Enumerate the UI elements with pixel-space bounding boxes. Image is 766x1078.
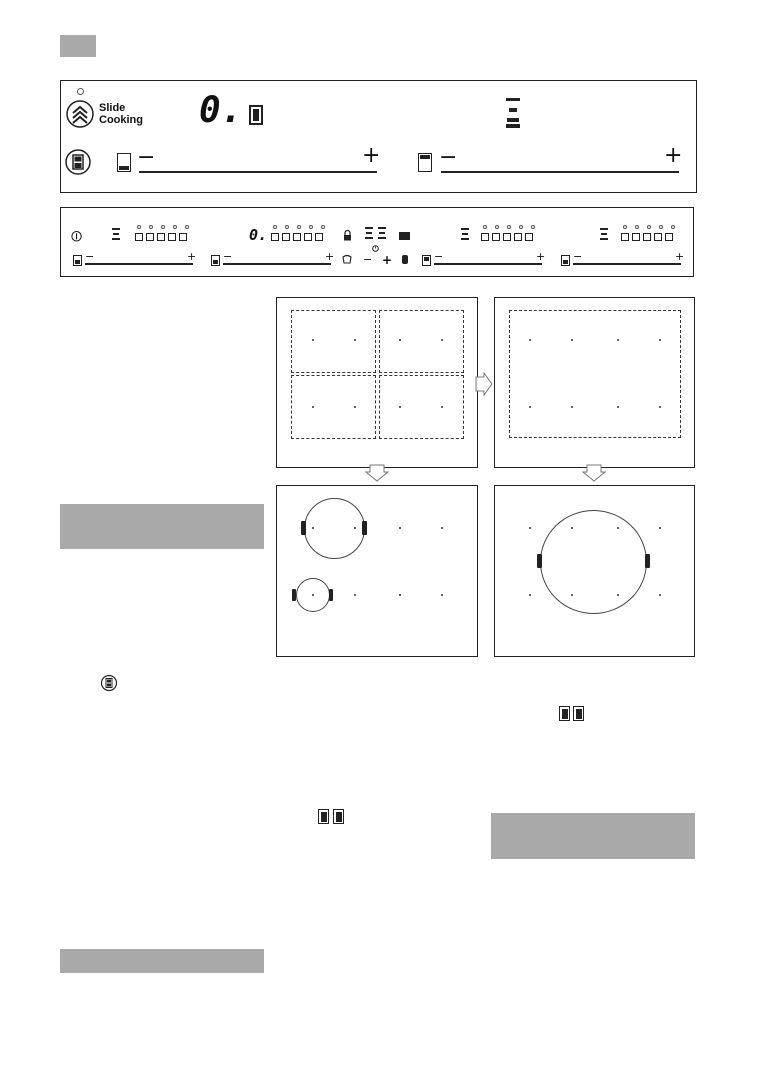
minus-button[interactable]: − bbox=[223, 250, 233, 263]
sensor-dot bbox=[659, 594, 661, 596]
bridge-indicator-icon bbox=[573, 706, 584, 721]
zone-led bbox=[173, 225, 177, 229]
zone-key-right[interactable] bbox=[418, 153, 432, 172]
level-key[interactable] bbox=[665, 233, 673, 241]
minus-button[interactable]: − bbox=[85, 250, 95, 263]
sensor-dot bbox=[312, 339, 314, 341]
slide-cooking-label: Slide Cooking bbox=[99, 102, 143, 126]
pot-icon[interactable] bbox=[342, 254, 352, 264]
zone-led bbox=[297, 225, 301, 229]
level-key[interactable] bbox=[304, 233, 312, 241]
zone-led bbox=[647, 225, 651, 229]
bridge-indicator-icon bbox=[559, 706, 570, 721]
level-key[interactable] bbox=[157, 233, 165, 241]
slide-cooking-panel bbox=[60, 80, 697, 193]
level-key[interactable] bbox=[621, 233, 629, 241]
plus-button[interactable]: + bbox=[536, 250, 546, 263]
bridge-indicator-icon bbox=[318, 809, 329, 824]
sensor-dot bbox=[571, 594, 573, 596]
sensor-dot bbox=[617, 594, 619, 596]
zone-led bbox=[309, 225, 313, 229]
sensor-dot bbox=[617, 406, 619, 408]
zone-key[interactable] bbox=[422, 255, 431, 266]
timer-icon bbox=[372, 245, 379, 252]
zone-led bbox=[671, 225, 675, 229]
pan-circle bbox=[540, 510, 647, 614]
sensor-dot bbox=[441, 594, 443, 596]
level-key[interactable] bbox=[503, 233, 511, 241]
level-key[interactable] bbox=[632, 233, 640, 241]
minus-right[interactable]: − bbox=[439, 145, 458, 170]
level-key[interactable] bbox=[146, 233, 154, 241]
pan-handle bbox=[329, 589, 333, 601]
arrow-down-icon bbox=[582, 464, 606, 482]
keep-warm-icon[interactable] bbox=[402, 255, 408, 264]
slider[interactable] bbox=[573, 263, 681, 265]
timer-minus[interactable]: − bbox=[363, 253, 373, 266]
sensor-dot bbox=[312, 406, 314, 408]
zone-led bbox=[483, 225, 487, 229]
sensor-dot bbox=[571, 527, 573, 529]
chevron-stack-icon[interactable] bbox=[65, 99, 95, 129]
sensor-dot bbox=[441, 406, 443, 408]
zone-outline bbox=[379, 310, 464, 373]
zone-led bbox=[623, 225, 627, 229]
zone-led bbox=[185, 225, 189, 229]
level-key[interactable] bbox=[315, 233, 323, 241]
minus-left[interactable]: − bbox=[137, 145, 156, 170]
sensor-dot bbox=[354, 594, 356, 596]
slider[interactable] bbox=[85, 263, 193, 265]
sensor-dot bbox=[571, 406, 573, 408]
pan-handle bbox=[537, 554, 542, 568]
zone-outline bbox=[509, 310, 681, 438]
section-heading-block bbox=[60, 504, 264, 549]
arrow-right-icon bbox=[475, 372, 493, 396]
sensor-dot bbox=[659, 339, 661, 341]
level-key[interactable] bbox=[135, 233, 143, 241]
level-key[interactable] bbox=[282, 233, 290, 241]
heat-level-icon bbox=[460, 228, 470, 240]
pan-handle bbox=[362, 521, 367, 535]
level-key[interactable] bbox=[525, 233, 533, 241]
heat-level-icon bbox=[111, 228, 121, 240]
timer-plus[interactable]: + bbox=[382, 253, 393, 267]
timer-digit bbox=[377, 227, 387, 239]
level-key[interactable] bbox=[514, 233, 522, 241]
zone-led bbox=[285, 225, 289, 229]
level-key[interactable] bbox=[271, 233, 279, 241]
zone-display: 0. bbox=[249, 226, 268, 244]
hob-pan-large bbox=[494, 485, 695, 657]
zone-outline bbox=[291, 375, 376, 439]
power-icon[interactable]: ⏼ bbox=[71, 229, 83, 245]
sensor-dot bbox=[399, 339, 401, 341]
panel-led bbox=[77, 88, 84, 95]
zone-key-left[interactable] bbox=[117, 153, 131, 172]
zone-outline bbox=[379, 375, 464, 439]
sensor-dot bbox=[659, 527, 661, 529]
sensor-dot bbox=[354, 339, 356, 341]
zone-led bbox=[161, 225, 165, 229]
plus-left[interactable]: + bbox=[362, 143, 381, 168]
sensor-dot bbox=[399, 406, 401, 408]
plus-button[interactable]: + bbox=[325, 250, 335, 263]
plus-right[interactable]: + bbox=[664, 143, 683, 168]
sensor-dot bbox=[529, 339, 531, 341]
sensor-dot bbox=[529, 527, 531, 529]
level-key[interactable] bbox=[643, 233, 651, 241]
plus-button[interactable]: + bbox=[187, 250, 197, 263]
hob-pans-small bbox=[276, 485, 478, 657]
pan-handle bbox=[292, 589, 296, 601]
level-key[interactable] bbox=[179, 233, 187, 241]
hob-bridged-zone bbox=[494, 297, 695, 468]
sensor-dot bbox=[529, 594, 531, 596]
slider[interactable] bbox=[434, 263, 542, 265]
level-key[interactable] bbox=[654, 233, 662, 241]
sensor-dot bbox=[617, 339, 619, 341]
timer-digit bbox=[364, 227, 374, 239]
heat-level-icon bbox=[505, 98, 521, 128]
zone-led bbox=[519, 225, 523, 229]
zone-led bbox=[635, 225, 639, 229]
pan-handle bbox=[645, 554, 650, 568]
zone-outline bbox=[291, 310, 376, 373]
hob-four-zones bbox=[276, 297, 478, 468]
level-key[interactable] bbox=[293, 233, 301, 241]
sensor-dot bbox=[354, 406, 356, 408]
power-level-display: 0. bbox=[199, 90, 243, 131]
timer-indicator bbox=[399, 232, 410, 240]
sensor-dot bbox=[312, 527, 314, 529]
bridge-indicator-icon bbox=[333, 809, 344, 824]
sensor-dot bbox=[571, 339, 573, 341]
heat-level-icon bbox=[599, 228, 609, 240]
sensor-dot bbox=[529, 406, 531, 408]
sensor-dot bbox=[441, 527, 443, 529]
section-heading-block bbox=[491, 813, 695, 859]
zone-key[interactable] bbox=[73, 255, 82, 266]
indicator-block bbox=[249, 105, 263, 125]
zone-led bbox=[659, 225, 663, 229]
slider-left[interactable] bbox=[139, 171, 377, 173]
level-key[interactable] bbox=[492, 233, 500, 241]
zone-led bbox=[531, 225, 535, 229]
arrow-down-icon bbox=[365, 464, 389, 482]
zone-led bbox=[137, 225, 141, 229]
plus-button[interactable]: + bbox=[675, 250, 685, 263]
sensor-dot bbox=[354, 527, 356, 529]
zone-icon bbox=[100, 674, 118, 692]
zone-led bbox=[321, 225, 325, 229]
sensor-dot bbox=[399, 527, 401, 529]
lock-icon[interactable] bbox=[343, 230, 352, 241]
zone-led bbox=[507, 225, 511, 229]
sensor-dot bbox=[659, 406, 661, 408]
minus-button[interactable]: − bbox=[434, 250, 444, 263]
zone-key[interactable] bbox=[561, 255, 570, 266]
level-key[interactable] bbox=[481, 233, 489, 241]
sensor-dot bbox=[399, 594, 401, 596]
sensor-dot bbox=[617, 527, 619, 529]
pan-handle bbox=[301, 521, 306, 535]
control-panel bbox=[60, 207, 694, 277]
section-heading-bar bbox=[60, 949, 264, 973]
slider[interactable] bbox=[223, 263, 331, 265]
sensor-dot bbox=[312, 594, 314, 596]
zone-led bbox=[149, 225, 153, 229]
header-marker bbox=[60, 35, 96, 57]
zone-key[interactable] bbox=[211, 255, 220, 266]
sensor-dot bbox=[441, 339, 443, 341]
minus-button[interactable]: − bbox=[573, 250, 583, 263]
zone-led bbox=[273, 225, 277, 229]
zone-led bbox=[495, 225, 499, 229]
zone-icon[interactable] bbox=[64, 148, 92, 176]
level-key[interactable] bbox=[168, 233, 176, 241]
slider-right[interactable] bbox=[441, 171, 679, 173]
